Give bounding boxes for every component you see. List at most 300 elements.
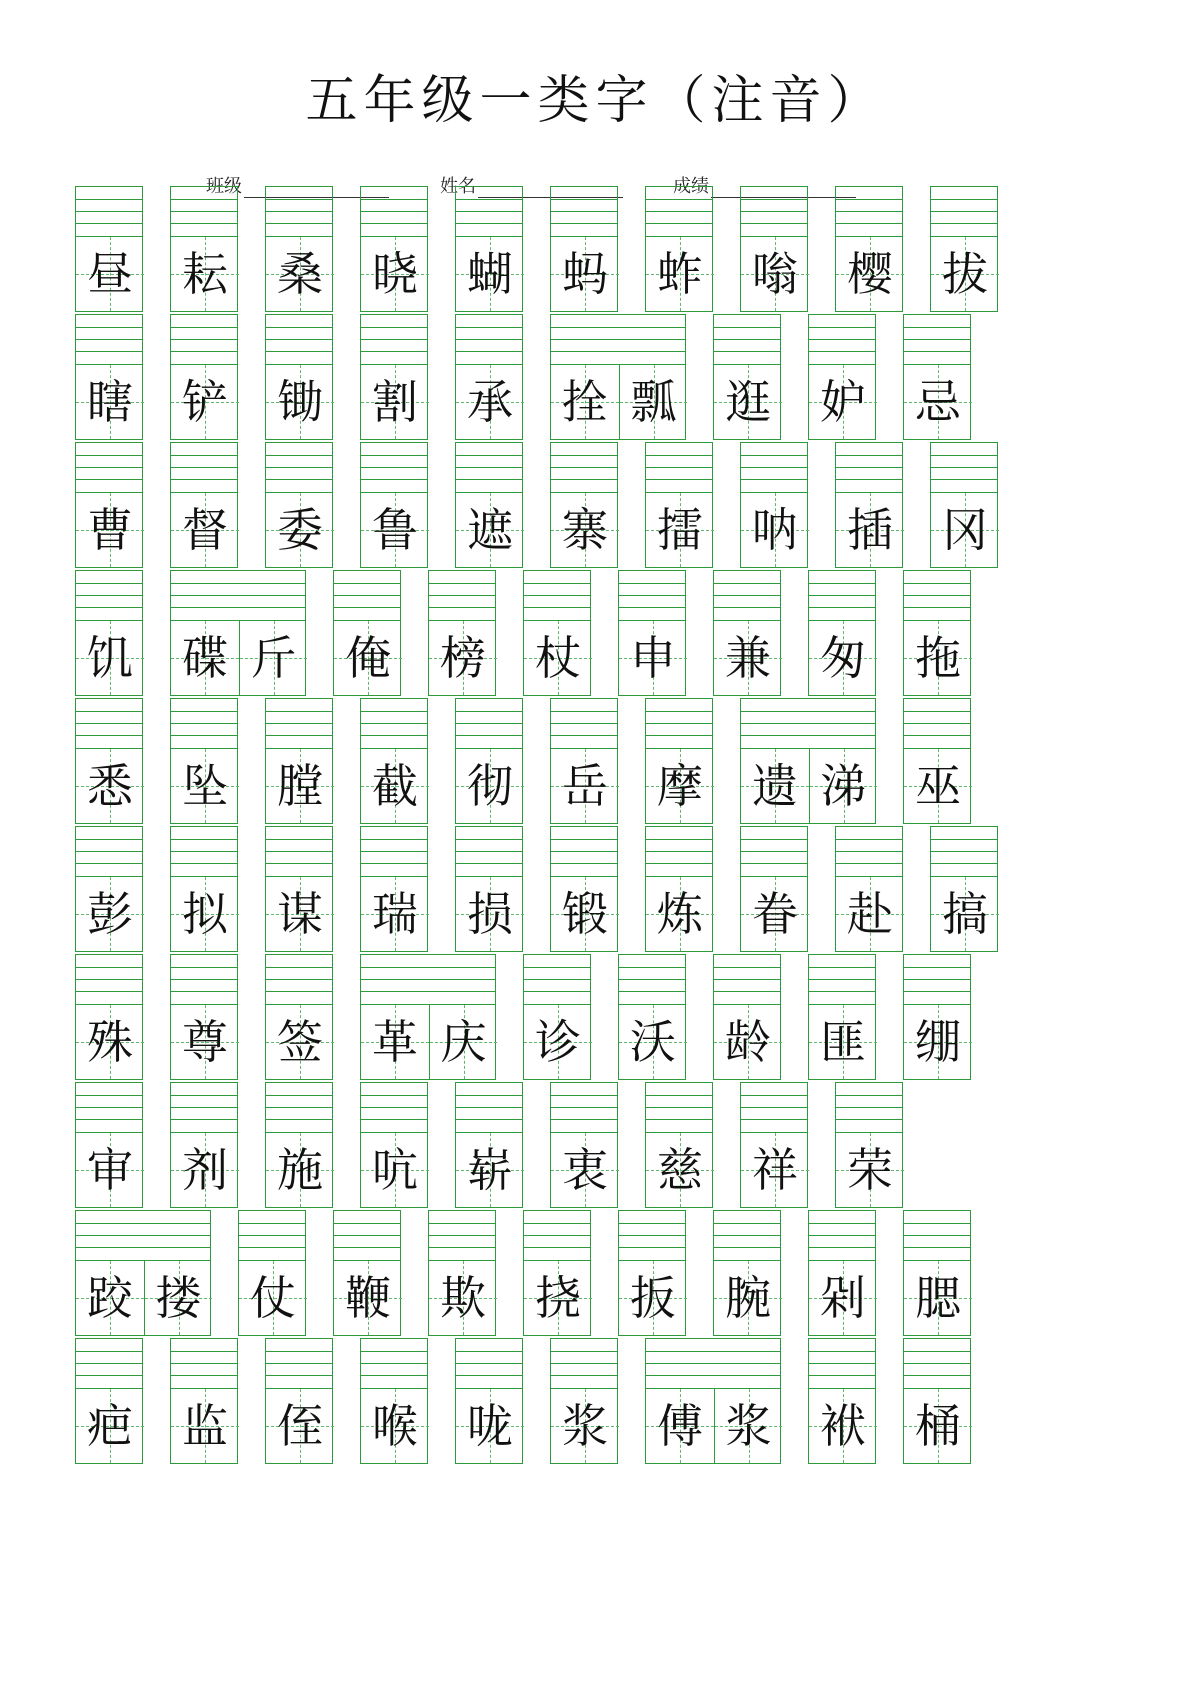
character: 眷 [752,887,798,941]
practice-cell [930,442,998,568]
pinyin-lines [265,698,333,748]
pinyin-lines [930,442,998,492]
tian-grid [75,1388,143,1464]
tian-grid [835,492,903,568]
character: 革 [372,1015,418,1069]
character: 插 [847,503,893,557]
grid-row [0,1210,1191,1336]
character: 斤 [250,631,297,685]
character: 膛 [277,759,323,813]
tian-grid [75,876,143,952]
character: 耘 [182,247,228,301]
pinyin-lines [550,1338,618,1388]
tian-grid [835,1132,903,1208]
character: 殊 [87,1015,133,1069]
practice-cell [170,314,238,440]
character: 兼 [725,631,771,685]
pinyin-lines [618,570,686,620]
pinyin-lines [713,954,781,1004]
tian-grid [75,748,143,824]
character: 腮 [915,1271,961,1325]
tian-grid [645,1388,781,1464]
character: 蝴 [467,247,513,301]
character: 樱 [847,247,893,301]
character: 赴 [847,887,893,941]
pinyin-lines [903,570,971,620]
pinyin-lines [903,954,971,1004]
character: 曹 [87,503,133,557]
character: 寨 [562,503,608,557]
character: 监 [182,1399,228,1453]
character: 庆 [440,1015,487,1069]
character: 侄 [277,1399,323,1453]
tian-grid [903,1004,971,1080]
pinyin-lines [808,1210,876,1260]
tian-grid [265,1004,333,1080]
practice-cell [75,186,143,312]
pinyin-lines [265,826,333,876]
tian-grid [360,876,428,952]
pinyin-lines [360,1338,428,1388]
practice-cell [713,954,781,1080]
practice-cell [360,826,428,952]
pinyin-lines [75,954,143,1004]
practice-cell [170,1082,238,1208]
tian-grid [265,492,333,568]
practice-cell [170,826,238,952]
pinyin-lines [455,826,523,876]
tian-grid [808,1004,876,1080]
grid-row [0,698,1191,824]
tian-grid [455,1132,523,1208]
practice-cell [265,186,333,312]
tian-grid [75,364,143,440]
pinyin-lines [360,954,496,1004]
tian-grid [903,1260,971,1336]
pinyin-lines [523,570,591,620]
tian-grid [523,620,591,696]
practice-cell [523,954,591,1080]
character: 浆 [562,1399,608,1453]
pinyin-lines [645,698,713,748]
character: 诊 [535,1015,581,1069]
pinyin-lines [523,1210,591,1260]
pinyin-lines [713,570,781,620]
tian-grid [428,1260,496,1336]
tian-grid [740,236,808,312]
character: 申 [630,631,676,685]
pinyin-lines [265,1082,333,1132]
practice-cell [808,314,876,440]
practice-cell [75,826,143,952]
character: 摩 [657,759,703,813]
character: 巫 [915,759,961,813]
practice-cell [238,1210,306,1336]
tian-grid [170,748,238,824]
practice-cell [930,186,998,312]
grid-row [0,314,1191,440]
practice-cell [265,698,333,824]
pinyin-lines [930,826,998,876]
practice-cell [455,442,523,568]
character: 昼 [87,247,133,301]
character: 承 [467,375,513,429]
practice-cell [455,1082,523,1208]
pinyin-lines [75,570,143,620]
tian-grid [360,748,428,824]
practice-cell [713,314,781,440]
character: 彭 [87,887,133,941]
pinyin-lines [333,570,401,620]
character: 桑 [277,247,323,301]
practice-cell [265,826,333,952]
practice-cell [75,1210,211,1336]
tian-grid [740,748,876,824]
pinyin-lines [930,186,998,236]
character: 杖 [535,631,581,685]
character: 蚂 [562,247,608,301]
pinyin-lines [170,314,238,364]
tian-grid [360,492,428,568]
practice-cell [740,186,808,312]
character: 傅 [657,1399,703,1453]
tian-grid [645,236,713,312]
tian-grid [238,1260,306,1336]
pinyin-lines [713,314,781,364]
tian-grid [455,364,523,440]
pinyin-lines [360,186,428,236]
pinyin-lines [455,698,523,748]
tian-grid [333,1260,401,1336]
pinyin-lines [618,1210,686,1260]
character: 签 [277,1015,323,1069]
character: 慈 [657,1143,703,1197]
character: 绷 [915,1015,961,1069]
pinyin-lines [903,698,971,748]
score-label: 成绩 [673,176,709,197]
pinyin-lines [170,1338,238,1388]
tian-grid [360,1004,496,1080]
tian-grid [455,236,523,312]
practice-cell [360,1082,428,1208]
character: 铲 [182,375,228,429]
pinyin-lines [740,186,808,236]
tian-grid [740,492,808,568]
practice-cell [618,570,686,696]
tian-grid [523,1004,591,1080]
practice-cell [428,1210,496,1336]
pinyin-lines [265,186,333,236]
practice-cell [618,1210,686,1336]
character: 喉 [372,1399,418,1453]
character: 涕 [820,759,867,813]
tian-grid [360,364,428,440]
tian-grid [75,1260,211,1336]
tian-grid [808,364,876,440]
character: 施 [277,1143,323,1197]
practice-cell [645,1338,781,1464]
character: 榜 [440,631,486,685]
tian-grid [713,1004,781,1080]
pinyin-lines [360,826,428,876]
pinyin-lines [903,1210,971,1260]
pinyin-lines [360,698,428,748]
grid-row [0,826,1191,952]
practice-cell [645,186,713,312]
tian-grid [265,364,333,440]
practice-cell [808,570,876,696]
tian-grid [265,876,333,952]
practice-cell [740,698,876,824]
pinyin-lines [550,698,618,748]
pinyin-lines [523,954,591,1004]
practice-cell [618,954,686,1080]
pinyin-lines [455,314,523,364]
pinyin-lines [550,186,618,236]
pinyin-lines [808,954,876,1004]
practice-cell [903,954,971,1080]
character: 衷 [562,1143,608,1197]
tian-grid [618,1260,686,1336]
character: 逛 [725,375,771,429]
character: 冈 [942,503,988,557]
practice-cell [75,314,143,440]
character: 俺 [345,631,391,685]
practice-cell [740,442,808,568]
tian-grid [550,748,618,824]
tian-grid [740,1132,808,1208]
practice-cell [170,570,306,696]
practice-cell [360,698,428,824]
pinyin-lines [550,314,686,364]
pinyin-lines [550,442,618,492]
pinyin-lines [265,314,333,364]
tian-grid [550,364,686,440]
tian-grid [903,1388,971,1464]
character: 损 [467,887,513,941]
character: 擂 [657,503,703,557]
pinyin-lines [75,442,143,492]
practice-cell [265,442,333,568]
pinyin-lines [75,698,143,748]
tian-grid [360,236,428,312]
tian-grid [930,876,998,952]
pinyin-lines [455,1082,523,1132]
tian-grid [808,620,876,696]
character: 委 [277,503,323,557]
character: 匪 [820,1015,866,1069]
practice-cell [360,954,496,1080]
character: 桶 [915,1399,961,1453]
character: 锻 [562,887,608,941]
pinyin-lines [75,1338,143,1388]
pinyin-lines [645,826,713,876]
practice-cell [170,698,238,824]
grid-row [0,570,1191,696]
tian-grid [713,620,781,696]
practice-cell [360,186,428,312]
practice-cell [645,442,713,568]
pinyin-lines [808,314,876,364]
tian-grid [808,1260,876,1336]
character: 岳 [562,759,608,813]
character: 悉 [87,759,133,813]
tian-grid [75,1004,143,1080]
tian-grid [618,1004,686,1080]
practice-cell [360,314,428,440]
pinyin-lines [360,442,428,492]
character: 搂 [155,1271,202,1325]
character: 剁 [820,1271,866,1325]
pinyin-lines [903,1338,971,1388]
pinyin-lines [428,570,496,620]
character: 欺 [440,1271,486,1325]
practice-cell [265,1082,333,1208]
pinyin-lines [170,442,238,492]
practice-cell [835,826,903,952]
tian-grid [170,492,238,568]
practice-cell [645,1082,713,1208]
practice-cell [428,570,496,696]
character: 截 [372,759,418,813]
tian-grid [550,236,618,312]
pinyin-lines [360,314,428,364]
character: 拔 [942,247,988,301]
practice-cell [455,1338,523,1464]
character: 拴 [562,375,608,429]
pinyin-lines [75,826,143,876]
pinyin-lines [75,186,143,236]
character: 呐 [752,503,798,557]
practice-cell [930,826,998,952]
pinyin-lines [170,570,306,620]
pinyin-lines [265,1338,333,1388]
pinyin-lines [645,1338,781,1388]
pinyin-lines [170,1082,238,1132]
tian-grid [740,876,808,952]
tian-grid [645,492,713,568]
tian-grid [428,620,496,696]
character: 尊 [182,1015,228,1069]
grid-row [0,442,1191,568]
pinyin-lines [170,954,238,1004]
practice-cell [835,186,903,312]
pinyin-lines [645,1082,713,1132]
character: 忌 [915,375,961,429]
character: 瓢 [630,375,677,429]
pinyin-lines [75,1082,143,1132]
practice-cell [550,1338,618,1464]
tian-grid [455,1388,523,1464]
tian-grid [360,1132,428,1208]
practice-cell [455,826,523,952]
practice-cell [903,314,971,440]
pinyin-lines [835,442,903,492]
practice-cell [265,1338,333,1464]
practice-cell [550,442,618,568]
character: 袱 [820,1399,866,1453]
character: 锄 [277,375,323,429]
tian-grid [713,364,781,440]
grid-row [0,186,1191,312]
practice-cell [550,1082,618,1208]
practice-cell [360,1338,428,1464]
tian-grid [455,748,523,824]
grid-row [0,954,1191,1080]
practice-cell [903,698,971,824]
tian-grid [455,876,523,952]
practice-cell [455,698,523,824]
character: 坠 [182,759,228,813]
grid-row [0,1338,1191,1464]
practice-cell [903,570,971,696]
tian-grid [170,1004,238,1080]
practice-cell [75,954,143,1080]
pinyin-lines [835,826,903,876]
practice-cell [808,1210,876,1336]
character: 妒 [820,375,866,429]
tian-grid [835,876,903,952]
tian-grid [550,492,618,568]
pinyin-lines [333,1210,401,1260]
tian-grid [645,748,713,824]
tian-grid [75,1132,143,1208]
tian-grid [265,1132,333,1208]
practice-cell [75,570,143,696]
tian-grid [170,876,238,952]
tian-grid [360,1388,428,1464]
pinyin-lines [740,442,808,492]
practice-cell [740,826,808,952]
pinyin-lines [645,186,713,236]
tian-grid [265,1388,333,1464]
character: 瑞 [372,887,418,941]
practice-cell [75,442,143,568]
pinyin-lines [238,1210,306,1260]
tian-grid [618,620,686,696]
character: 跤 [87,1271,133,1325]
character: 挠 [535,1271,581,1325]
character: 嗡 [752,247,798,301]
pinyin-lines [550,1082,618,1132]
practice-cell [713,570,781,696]
character: 腕 [725,1271,771,1325]
practice-cell [713,1210,781,1336]
tian-grid [75,236,143,312]
pinyin-lines [835,186,903,236]
practice-cell [645,826,713,952]
practice-cell [333,570,401,696]
character: 仗 [250,1271,296,1325]
tian-grid [808,1388,876,1464]
pinyin-lines [835,1082,903,1132]
tian-grid [170,1388,238,1464]
practice-cell [265,954,333,1080]
character: 鲁 [372,503,418,557]
character: 浆 [725,1399,772,1453]
practice-cell [455,186,523,312]
pinyin-lines [455,442,523,492]
pinyin-lines [455,186,523,236]
character: 碟 [182,631,228,685]
character: 审 [87,1143,133,1197]
character: 拟 [182,887,228,941]
tian-grid [170,1132,238,1208]
practice-cell [265,314,333,440]
tian-grid [265,748,333,824]
practice-cell [360,442,428,568]
pinyin-lines [550,826,618,876]
